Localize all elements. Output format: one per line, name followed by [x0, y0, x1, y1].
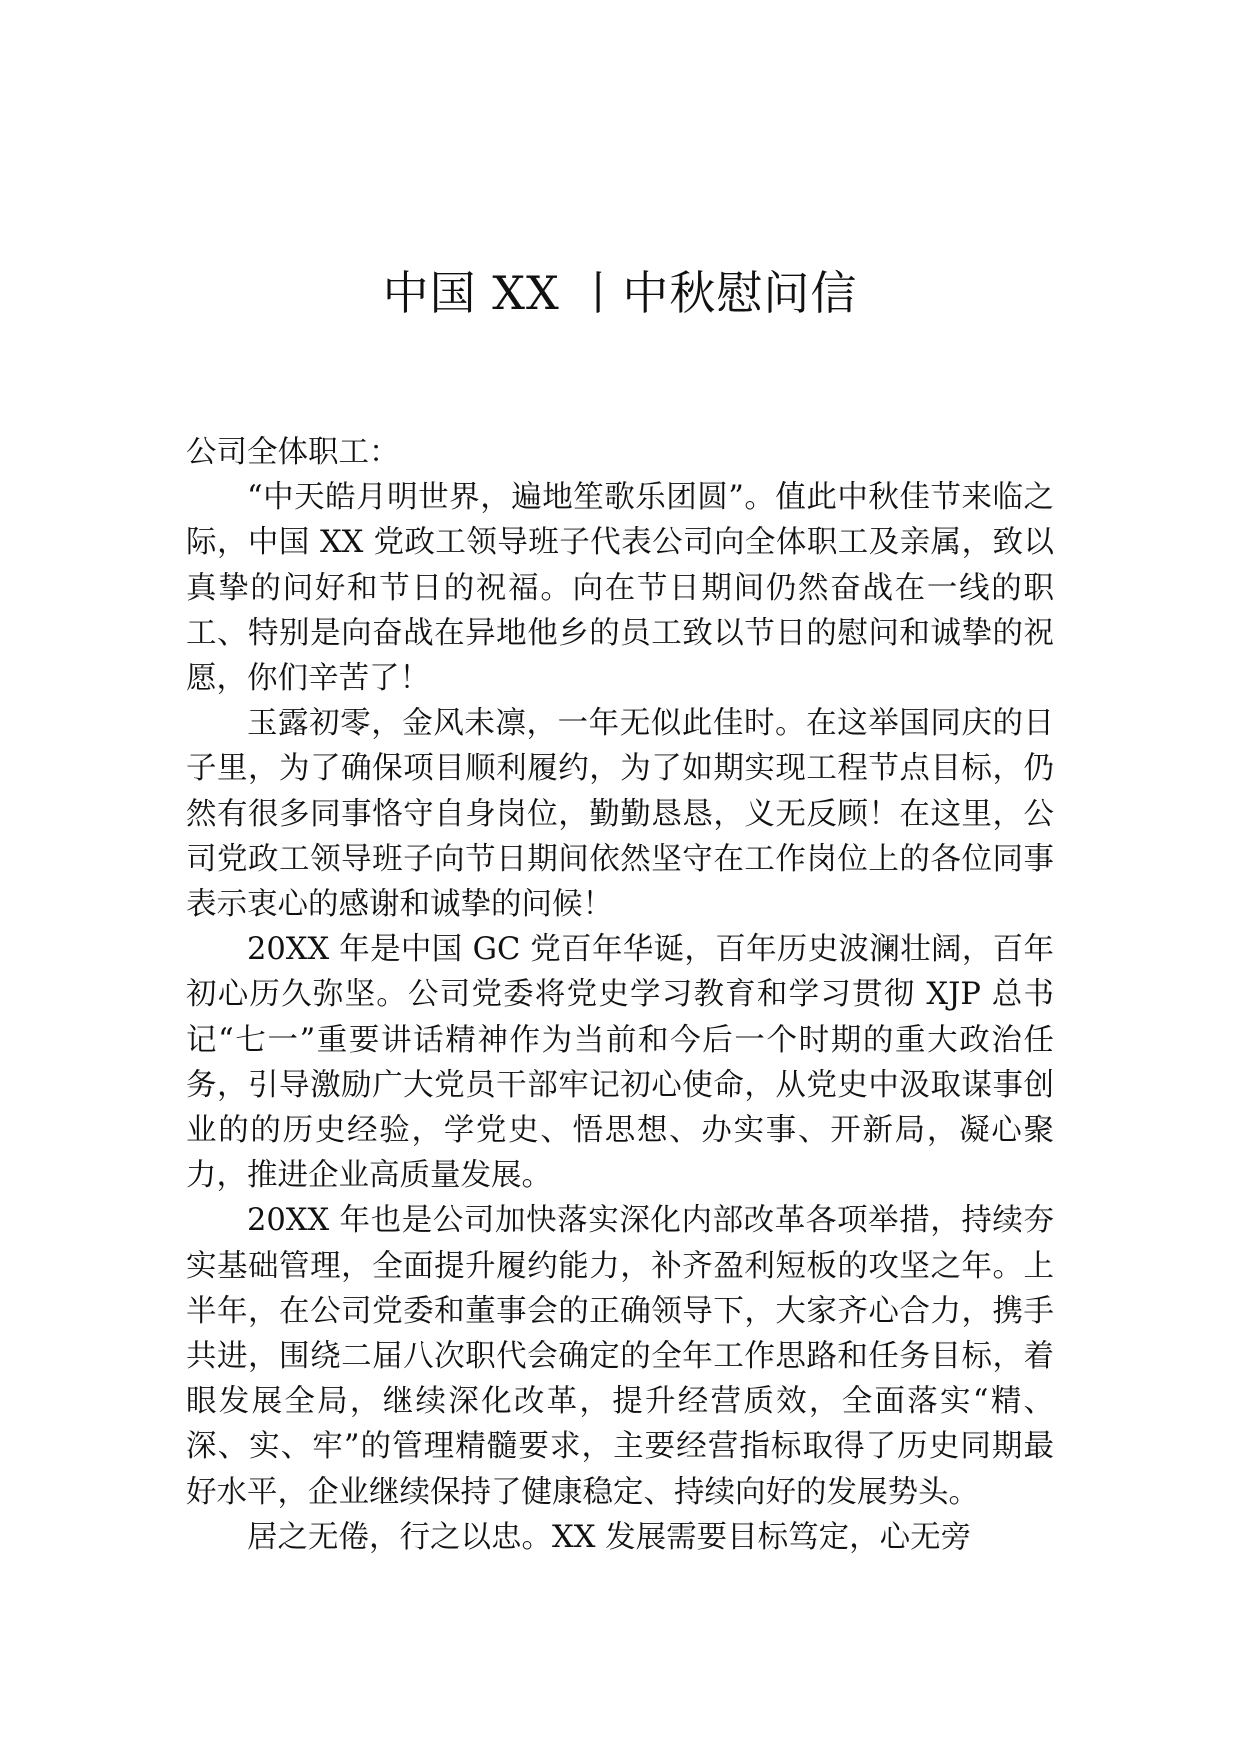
document-title: 中国 XX 丨中秋慰问信	[382, 266, 858, 320]
paragraph-3: 20XX 年是中国 GC 党百年华诞，百年历史波澜壮阔，百年初心历久弥坚。公司党委将党史学习教育和学习贯彻 XJP 总书记“七一”重要讲话精神作为当前和今后一个时期的重大政治任务，引导激励广大党员干部牢记初心使命，从党史中汲取谋事创业的的历史经验，学党史、悟思想、办实事、开新局，凝心聚力，推进企业高质量发展。	[186, 932, 1054, 1194]
paragraph-5: 居之无倦，行之以忠。XX 发展需要目标笃定，心无旁	[247, 1519, 972, 1555]
paragraph-2: 玉露初零，金风未凛，一年无似此佳时。在这举国同庆的日子里，为了确保项目顺利履约，为了如期实现工程节点目标，仍然有很多同事恪守自身岗位，勤勤恳恳，义无反顾！在这里，公司党政工领导班子向节日期间依然坚守在工作岗位上的各位同事表示衷心的感谢和诚挚的问候！	[186, 706, 1054, 923]
paragraph-1: “中天皓月明世界，遍地笙歌乐团圆”。值此中秋佳节来临之际，中国 XX 党政工领导班子代表公司向全体职工及亲属，致以真挚的问好和节日的祝福。向在节日期间仍然奋战在一线的职工、特别是向奋战在异地他乡的员工致以节日的慰问和诚挚的祝愿，你们辛苦了！	[186, 480, 1054, 697]
paragraph-4: 20XX 年也是公司加快落实深化内部改革各项举措，持续夯实基础管理，全面提升履约能力，补齐盈利短板的攻坚之年。上半年，在公司党委和董事会的正确领导下，大家齐心合力，携手共进，围绕二届八次职代会确定的全年工作思路和任务目标，着眼发展全局，继续深化改革，提升经营质效，全面落实“精、深、实、牢”的管理精髓要求，主要经营指标取得了历史同期最好水平，企业继续保持了健康稳定、持续向好的发展势头。	[186, 1203, 1054, 1510]
salutation: 公司全体职工：	[186, 435, 400, 470]
letter-body	[186, 430, 1054, 1560]
